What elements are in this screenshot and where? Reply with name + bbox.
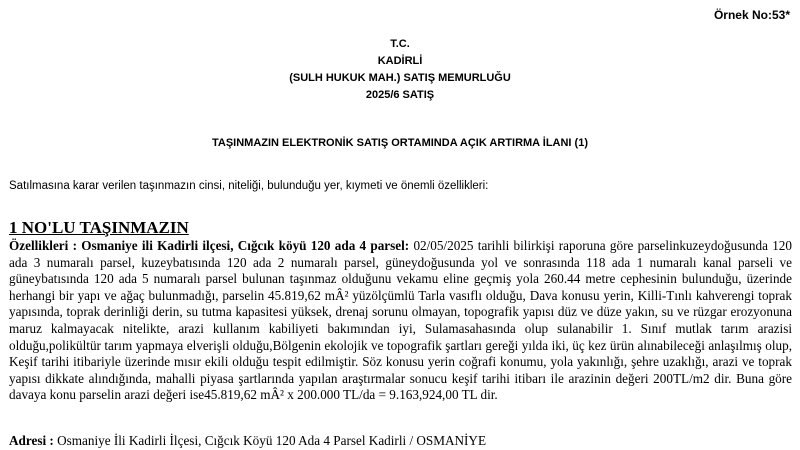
header-line-tc: T.C. [390, 38, 410, 50]
address-value: Osmaniye İli Kadirli İlçesi, Cığcık Köyü 120 Ada 4 Parsel Kadirli / OSMANİYE [57, 433, 487, 448]
property-section-title: 1 NO'LU TAŞINMAZIN [9, 218, 189, 237]
features-label: Özellikleri : Osmaniye ili Kadirli ilçesi, Cığcık köyü 120 ada 4 parsel: [9, 238, 410, 253]
header-line-city: KADİRLİ [377, 55, 423, 67]
property-address [9, 433, 486, 449]
features-text: 02/05/2025 tarihli bilirkişi raporuna göre parselinkuzeydoğusunda 120 ada 3 numaralı parsel, kuzeybatısında 120 ada 2 numaralı parsel, güneydoğusunda yol ve sonrasında 118 ada 1 numaralı kanal parseli ve güneybatısında 120 ada 5 numaralı parsel bulunan taşınmaz olduğunu vekamu eline geçmiş yola 260.44 metre cephesinin bulunduğu, üzerinde herhangi bir yapı ve ağaç bulunmadığı, parselin 45.819,62 mÂ² yüzölçümlü Tarla vasıflı olduğu, Dava konusu yerin, Killi-Tınlı kahverengi toprak yapısında, toprak derinliği derin, su tutma kapasitesi yüksek, drenaj sorunu olmayan, topografik yapısı düz ve düze yakın, su ve rüzgar erozyonuna maruz kalmayacak nitelikte, arazi kullanım kabiliyeti bakımından iyi, Sulamasahasında olup sulanabilir 1. Sınıf mutlak tarım arazisi olduğu,polikültür tarım yapmaya elverişli olduğu,Bölgenin ekolojik ve topografik şartları gereği yılda iki, üç kez ürün alınabileceği anlaşılmış olup, Keşif tarihi itibariyle üzerinde mısır ekili olduğu tespit edilmiştir. Söz konusu yerin coğrafi konumu, yola yakınlığı, şehre uzaklığı, arazi ve toprak yapısı dikkate alındığında, mahalli piyasa şartlarında yapılan araştırmalar sonucu keşif tarihi itibarı ile arazinin değeri 200TL/m2 dir. Buna göre davaya konu parselin arazi değeri ise45.819,62 mÂ² x 200.000 TL/da = 9.163,924,00 TL dir. [9, 238, 792, 403]
header-line-office: (SULH HUKUK MAH.) SATIŞ MEMURLUĞU [289, 72, 511, 84]
announcement-title: TAŞINMAZIN ELEKTRONİK SATIŞ ORTAMINDA AÇIK ARTIRMA İLANI (1) [211, 137, 588, 149]
document-header [0, 36, 800, 104]
intro-text: Satılmasına karar verilen taşınmazın cinsi, niteliği, bulunduğu yer, kıymeti ve önemli özellikleri: [9, 180, 489, 192]
address-label: Adresi : [9, 433, 54, 448]
header-line-case-number: 2025/6 SATIŞ [365, 89, 435, 101]
sample-number: Örnek No:53* [713, 8, 790, 22]
property-features [9, 238, 792, 404]
